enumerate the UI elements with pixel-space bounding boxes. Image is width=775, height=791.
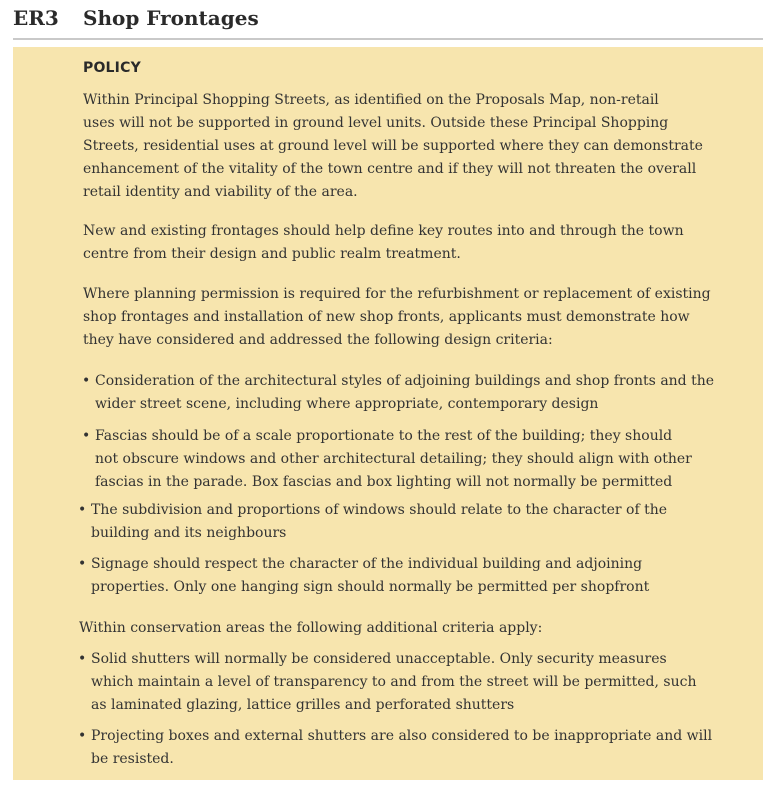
policy-paragraph-3 (83, 283, 711, 352)
paragraph-line: they have considered and addressed the following design criteria: (83, 332, 553, 348)
paragraph-line: enhancement of the vitality of the town centre and if they will not threaten the overall (83, 161, 697, 177)
list-item-line: Consideration of the architectural styles of adjoining buildings and shop fronts and the (95, 373, 715, 389)
list-item-line: building and its neighbours (91, 525, 287, 541)
paragraph-line: shop frontages and installation of new shop fronts, applicants must demonstrate how (83, 309, 690, 325)
bullet-marker: • (82, 373, 91, 389)
paragraph-line: uses will not be supported in ground level units. Outside these Principal Shopping (83, 115, 669, 131)
list-item-line: properties. Only one hanging sign should normally be permitted per shopfront (91, 579, 650, 595)
list-item-line: wider street scene, including where appropriate, contemporary design (95, 396, 599, 412)
list-item-line: Projecting boxes and external shutters are also considered to be inappropriate and will (91, 728, 713, 744)
list-item-line: be resisted. (91, 751, 174, 767)
list-item-line: The subdivision and proportions of windows should relate to the character of the (91, 502, 668, 518)
bullet-marker: • (78, 651, 87, 667)
bullet-marker: • (82, 428, 91, 444)
paragraph-line: Where planning permission is required for the refurbishment or replacement of existing (83, 286, 711, 302)
paragraph-line: New and existing frontages should help define key routes into and through the town (83, 223, 684, 239)
paragraph-line: centre from their design and public realm treatment. (83, 246, 461, 262)
list-item-line: which maintain a level of transparency to and from the street will be permitted, such (91, 674, 697, 690)
conservation-intro: Within conservation areas the following additional criteria apply: (79, 620, 543, 636)
list-item-line: Fascias should be of a scale proportionate to the rest of the building; they should (95, 428, 673, 444)
list-item-line: Signage should respect the character of the individual building and adjoining (91, 556, 643, 572)
list-item-line: not obscure windows and other architectural detailing; they should align with other (95, 451, 692, 467)
section-header (13, 3, 259, 33)
list-item-line: as laminated glazing, lattice grilles and perforated shutters (91, 697, 515, 713)
paragraph-line: retail identity and viability of the area. (83, 184, 358, 200)
bullet-marker: • (78, 502, 87, 518)
policy-heading: POLICY (83, 60, 141, 76)
bullet-marker: • (78, 728, 87, 744)
paragraph-line: Within Principal Shopping Streets, as identified on the Proposals Map, non-retail (83, 92, 659, 108)
paragraph-line: Streets, residential uses at ground level will be supported where they can demonstrate (83, 138, 703, 154)
list-item-line: Solid shutters will normally be considered unacceptable. Only security measures (91, 651, 667, 667)
section-title: Shop Frontages (83, 6, 259, 30)
policy-paragraph-2 (83, 220, 684, 266)
policy-paragraph-1 (83, 89, 703, 204)
bullet-marker: • (78, 556, 87, 572)
list-item-line: fascias in the parade. Box fascias and box lighting will not normally be permitted (95, 474, 673, 490)
header-divider (13, 38, 763, 40)
section-code: ER3 (13, 6, 59, 30)
